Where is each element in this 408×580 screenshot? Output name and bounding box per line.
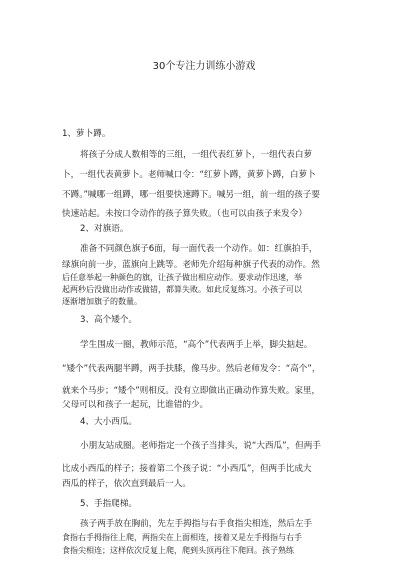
section-heading-4: 4、大小西瓜。 — [80, 417, 138, 427]
section-2-line-2: 绿旗向前一步，蓝旗向上跳等。老师先介绍每种旗子代表的动作。然 — [62, 260, 320, 270]
section-1-line-4: 快速站起。未按口令动作的孩子算失败。（也可以由孩子来发令） — [62, 209, 307, 219]
section-heading-5: 5、手指爬梯。 — [80, 499, 138, 509]
section-5-line-3: 食指尖相连；这样依次反复上爬，爬到头顶再往下爬回。孩子熟练 — [62, 546, 294, 555]
section-4-line-1: 小朋友站成圈。老师指定一个孩子当排头，说“大西瓜”，但两手 — [80, 441, 321, 451]
section-heading-2: 2、对旗语。 — [80, 224, 129, 234]
section-3-line-2: “矮个”代表两腿半蹲，两手扶膝，像马步。然后老师发令：“高个”， — [62, 364, 321, 374]
section-heading-3: 3、高个矮个。 — [80, 315, 138, 325]
section-3-line-1: 学生围成一圈，教师示范，“高个”代表两手上举，脚尖掂起。 — [80, 340, 313, 350]
section-3-line-3: 就来个马步；“矮个”则相反。没有立即做出正确动作算失败。家里， — [62, 386, 321, 396]
section-4-line-2: 比成小西瓜的样子；接着第二个孩子说：“小西瓜”，但两手比成大 — [62, 464, 312, 474]
section-1-line-2: 卜，一组代表黄萝卜。老师喊口令：“红萝卜蹲，黄萝卜蹲，白萝卜 — [62, 170, 316, 180]
section-2-line-4: 起两秒后没做出动作或做错，都算失败。如此反复练习。小孩子可以 — [62, 285, 302, 294]
section-2-line-1: 准备不同颜色旗子6面，每一面代表一个动作。如：红旗拍手， — [80, 244, 318, 254]
section-1-line-3: 不蹲。”喊哪一组蹲，哪一组要快速蹲下。喊另一组，前一组的孩子要 — [62, 190, 320, 200]
section-heading-1: 1、萝卜蹲。 — [62, 129, 111, 139]
section-1-line-1: 将孩子分成人数相等的三组，一组代表红萝卜，一组代表白萝 — [80, 150, 313, 160]
section-2-line-3: 后任意举起一种颜色的旗，让孩子做出相应动作。要求动作迅速，举 — [62, 273, 302, 282]
section-5-line-1: 孩子两手放在胸前，先左手拇指与右手食指尖相连，然后左手 — [80, 519, 313, 529]
section-3-line-4: 父母可以和孩子一起玩，比谁错的少。 — [62, 400, 209, 410]
section-5-line-2: 食指右手拇指往上爬，两指尖在上面相连，接着又是左手拇指与右手 — [62, 533, 302, 542]
section-2-line-5: 逐渐增加旗子的数量。 — [62, 297, 142, 306]
document-title: 30个专注力训练小游戏 — [152, 61, 256, 72]
section-4-line-3: 西瓜的样子，依次直到最后一人。 — [62, 479, 191, 489]
